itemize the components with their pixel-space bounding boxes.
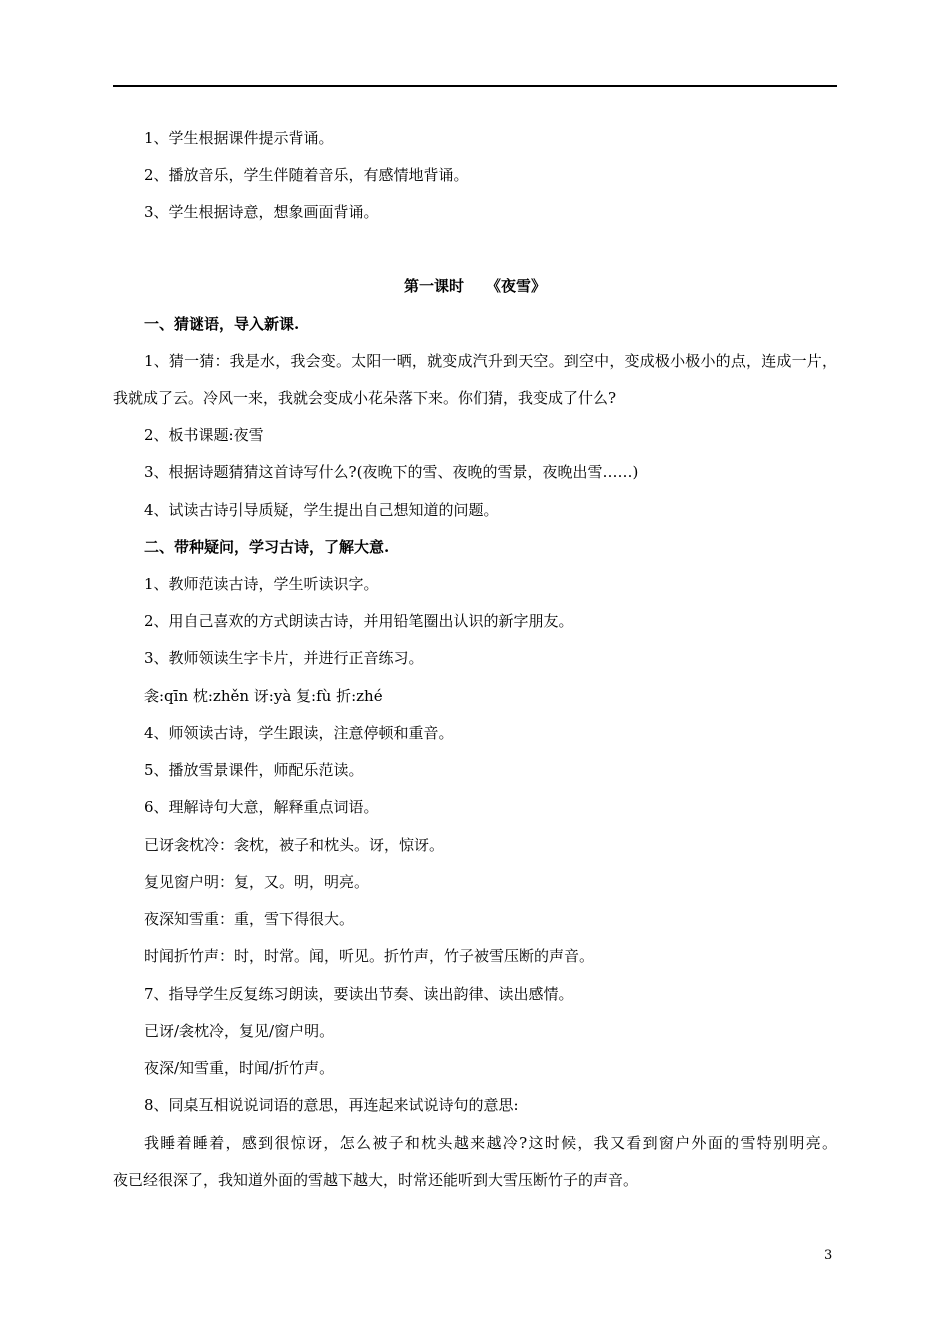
page-number: 3 xyxy=(824,1248,833,1263)
lesson-poem-title: 《夜雪》 xyxy=(486,277,547,295)
section2-item: 8、同桌互相说说词语的意思，再连起来试说诗句的意思: xyxy=(144,1096,519,1114)
poem-line-explanation: 夜深知雪重：重，雪下得很大。 xyxy=(144,910,355,928)
section2-item: 1、教师范读古诗，学生听读识字。 xyxy=(144,575,379,593)
poem-meaning-line1: 我睡着睡着，感到很惊讶，怎么被子和枕头越来越冷?这时候，我又看到窗户外面的雪特别明亮。 xyxy=(144,1134,837,1152)
section2-item: 5、播放雪景课件，师配乐范读。 xyxy=(144,761,364,779)
section1-item2: 2、板书课题:夜雪 xyxy=(144,426,264,444)
lesson-title xyxy=(0,276,950,296)
section1-heading: 一、猜谜语，导入新课. xyxy=(144,315,300,333)
header-rule xyxy=(113,85,837,87)
pinyin-list: 衾:qīn 枕:zhěn 讶:yà 复:fù 折:zhé xyxy=(144,687,383,705)
section1-item1-line1: 1、猜一猜：我是水，我会变。太阳一晒，就变成汽升到天空。到空中，变成极小极小的点，连成一片， xyxy=(144,352,837,370)
poem-line-explanation: 时闻折竹声：时，时常。闻，听见。折竹声，竹子被雪压断的声音。 xyxy=(144,947,595,965)
poem-rhythm-line: 夜深/知雪重，时闻/折竹声。 xyxy=(144,1059,335,1077)
poem-line-explanation: 已讶衾枕冷：衾枕，被子和枕头。讶，惊讶。 xyxy=(144,836,445,854)
recite-step-3: 3、学生根据诗意，想象画面背诵。 xyxy=(144,203,379,221)
section2-item: 4、师领读古诗，学生跟读，注意停顿和重音。 xyxy=(144,724,454,742)
lesson-period: 第一课时 xyxy=(403,277,464,295)
recite-step-1: 1、学生根据课件提示背诵。 xyxy=(144,129,334,147)
section2-item: 7、指导学生反复练习朗读，要读出节奏、读出韵律、读出感情。 xyxy=(144,985,574,1003)
section2-item: 3、教师领读生字卡片，并进行正音练习。 xyxy=(144,649,424,667)
section1-item3: 3、根据诗题猜猜这首诗写什么?(夜晚下的雪、夜晚的雪景，夜晚出雪……) xyxy=(144,463,639,481)
section2-heading: 二、带种疑问，学习古诗，了解大意. xyxy=(144,538,390,556)
section2-item: 6、理解诗句大意，解释重点词语。 xyxy=(144,798,379,816)
section1-item4: 4、试读古诗引导质疑，学生提出自己想知道的问题。 xyxy=(144,501,499,519)
section1-item1-line2: 我就成了云。冷风一来，我就会变成小花朵落下来。你们猜，我变成了什么? xyxy=(113,389,617,407)
poem-rhythm-line: 已讶/衾枕冷，复见/窗户明。 xyxy=(144,1022,335,1040)
poem-line-explanation: 复见窗户明：复，又。明，明亮。 xyxy=(144,873,370,891)
poem-meaning-line2: 夜已经很深了，我知道外面的雪越下越大，时常还能听到大雪压断竹子的声音。 xyxy=(113,1171,639,1189)
section2-item: 2、用自己喜欢的方式朗读古诗，并用铅笔圈出认识的新字朋友。 xyxy=(144,612,574,630)
recite-step-2: 2、播放音乐，学生伴随着音乐，有感情地背诵。 xyxy=(144,166,469,184)
